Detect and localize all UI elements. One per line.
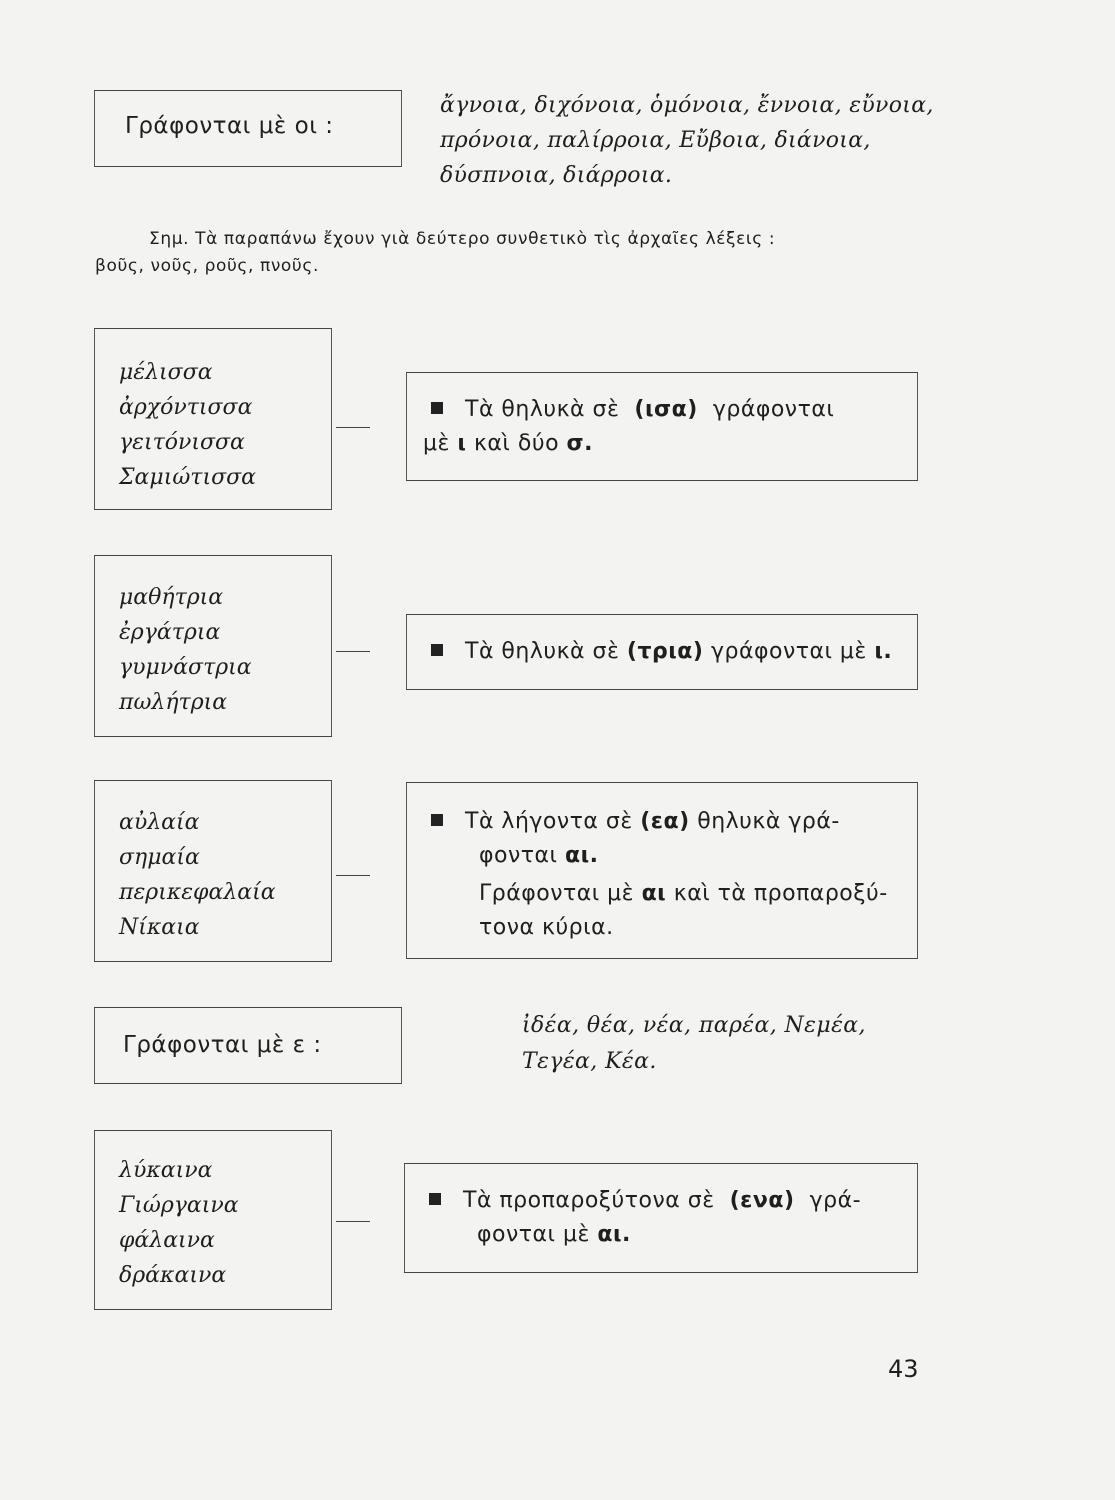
words-e xyxy=(522,1008,866,1080)
words-oi-line3: δύσπνοια, διάρροια. xyxy=(440,163,673,188)
word-isa-3: γειτόνισσα xyxy=(119,430,245,455)
label-e: Γράφονται μὲ ε : xyxy=(123,1032,322,1058)
words-box-tria xyxy=(94,555,332,737)
word-isa-1: μέλισσα xyxy=(119,360,213,385)
words-oi-line2: πρόνοια, παλίρροια, Εὔβοια, διάνοια, xyxy=(440,128,871,153)
word-aina-1: λύκαινα xyxy=(119,1158,213,1183)
connector-dash xyxy=(336,427,370,428)
note xyxy=(95,226,925,280)
rule-ea-line2: φονται αι. xyxy=(479,843,599,868)
rule-aina-line1: Τὰ προπαροξύτονα σὲ (ενα) γρά- xyxy=(429,1184,861,1218)
rule-tria: Τὰ θηλυκὰ σὲ (τρια) γράφονται μὲ ι. xyxy=(431,635,892,669)
word-aina-2: Γιώργαινα xyxy=(119,1193,239,1218)
word-ea-3: περικεφαλαία xyxy=(119,880,276,905)
rule-box-ea xyxy=(406,782,918,959)
word-isa-2: ἀρχόντισσα xyxy=(119,395,253,420)
words-oi xyxy=(440,88,934,193)
connector-dash xyxy=(336,1221,370,1222)
rule-aina-line2: φονται μὲ αι. xyxy=(477,1222,631,1247)
label-oi: Γράφονται μὲ οι : xyxy=(125,113,334,139)
bullet-icon xyxy=(429,1193,441,1205)
rule-isa-line1: Τὰ θηλυκὰ σὲ (ισα) γράφονται xyxy=(431,393,834,427)
words-box-aina xyxy=(94,1130,332,1310)
word-ea-2: σημαία xyxy=(119,845,200,870)
note-line2: βοῦς, νοῦς, ροῦς, πνοῦς. xyxy=(95,256,319,276)
word-aina-3: φάλαινα xyxy=(119,1228,215,1253)
word-aina-4: δράκαινα xyxy=(119,1263,227,1288)
word-isa-4: Σαμιώτισσα xyxy=(119,465,256,490)
label-box-e xyxy=(94,1007,402,1084)
words-e-line1: ἰδέα, θέα, νέα, παρέα, Νεμέα, xyxy=(522,1013,866,1038)
words-oi-line1: ἄγνοια, διχόνοια, ὁμόνοια, ἔννοια, εὔνοια, xyxy=(440,93,934,118)
rule-ea-line1: Τὰ λήγοντα σὲ (εα) θηλυκὰ γρά- xyxy=(431,805,888,839)
connector-dash xyxy=(336,651,370,652)
bullet-icon xyxy=(431,402,443,414)
words-box-isa xyxy=(94,328,332,510)
word-tria-3: γυμνάστρια xyxy=(119,655,252,680)
word-tria-4: πωλήτρια xyxy=(119,690,228,715)
bullet-icon xyxy=(431,644,443,656)
rule-ea-line4: τονα κύρια. xyxy=(479,915,614,940)
word-tria-1: μαθήτρια xyxy=(119,585,224,610)
words-e-line2: Τεγέα, Κέα. xyxy=(522,1049,657,1074)
rule-box-isa xyxy=(406,372,918,481)
label-box-oi xyxy=(94,90,402,167)
word-ea-4: Νίκαια xyxy=(119,915,200,940)
page-number: 43 xyxy=(888,1355,919,1383)
word-ea-1: αὐλαία xyxy=(119,810,200,835)
rule-box-aina xyxy=(404,1163,918,1273)
connector-dash xyxy=(336,875,370,876)
note-line1: Σημ. Τὰ παραπάνω ἔχουν γιὰ δεύτερο συνθετικὸ τὶς ἀρχαῖες λέξεις : xyxy=(149,229,776,249)
rule-box-tria xyxy=(406,614,918,690)
bullet-icon xyxy=(431,814,443,826)
rule-ea-line3: Γράφονται μὲ αι καὶ τὰ προπαροξύ- xyxy=(479,881,888,906)
rule-isa-line2: μὲ ι καὶ δύο σ. xyxy=(423,431,594,456)
words-box-ea xyxy=(94,780,332,962)
word-tria-2: ἐργάτρια xyxy=(119,620,221,645)
